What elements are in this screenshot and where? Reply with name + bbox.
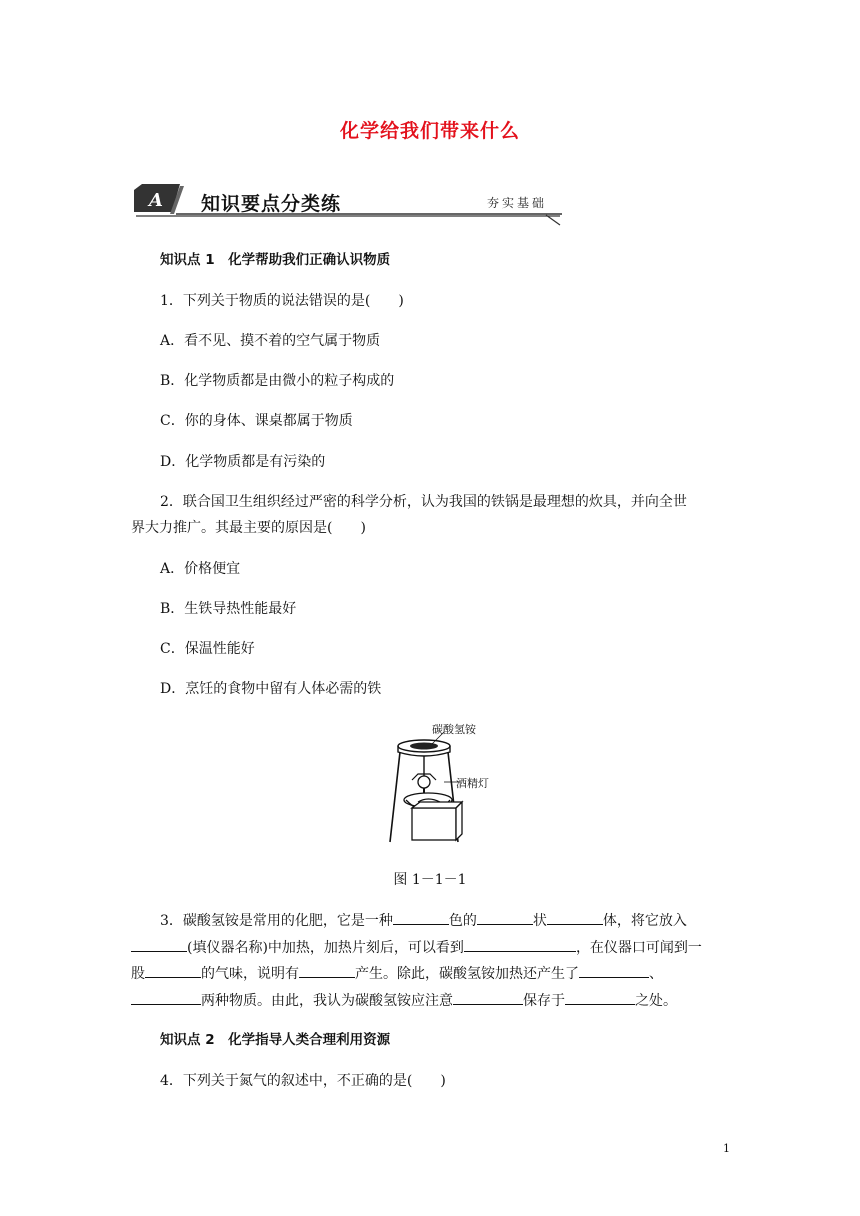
q2-option-c: C．保温性能好 [160, 641, 255, 657]
q1-option-c: C．你的身体、课桌都属于物质 [160, 413, 353, 429]
answer-blank[interactable] [464, 937, 576, 952]
q2-option-a: A．价格便宜 [160, 561, 241, 577]
q2-option-d: D．烹饪的食物中留有人体必需的铁 [160, 681, 382, 697]
q1-stem: 1．下列关于物质的说法错误的是( ) [160, 293, 404, 309]
q3-line4: 两种物质。由此，我认为碳酸氢铵应注意 保存于 之处。 [131, 990, 677, 1011]
answer-blank[interactable] [393, 910, 449, 925]
q1-option-d: D．化学物质都是有污染的 [160, 454, 326, 470]
answer-blank[interactable] [579, 963, 649, 978]
q2-stem-line1: 2．联合国卫生组织经过严密的科学分析，认为我国的铁锅是最理想的炊具，并向全世 [160, 494, 687, 510]
banner-subheading: 夯实基础 [487, 196, 548, 210]
answer-blank[interactable] [131, 937, 187, 952]
answer-blank[interactable] [453, 990, 523, 1005]
banner-badge-letter: A [149, 190, 163, 211]
figure-caption: 图 1－1－1 [393, 872, 467, 888]
answer-blank[interactable] [547, 910, 603, 925]
q3-line2: (填仪器名称)中加热，加热片刻后，可以看到 ，在仪器口可闻到一 [131, 937, 702, 958]
section-heading-2: 知识点 2 化学指导人类合理利用资源 [160, 1032, 391, 1048]
q3-line3: 股 的气味，说明有 产生。除此，碳酸氢铵加热还产生了 、 [131, 963, 663, 984]
q1-option-a: A．看不见、摸不着的空气属于物质 [160, 333, 381, 349]
answer-blank[interactable] [299, 963, 355, 978]
q2-option-b: B．生铁导热性能最好 [160, 601, 297, 617]
answer-blank[interactable] [477, 910, 533, 925]
page-title: 化学给我们带来什么 [339, 120, 520, 142]
answer-blank[interactable] [565, 990, 635, 1005]
q1-option-b: B．化学物质都是由微小的粒子构成的 [160, 373, 395, 389]
banner-heading: 知识要点分类练 [201, 193, 342, 215]
figure-label-alcohol-lamp: 酒精灯 [456, 777, 489, 790]
answer-blank[interactable] [131, 990, 201, 1005]
q4-stem: 4．下列关于氮气的叙述中，不正确的是( ) [160, 1073, 446, 1089]
q3-line1: 3．碳酸氢铵是常用的化肥，它是一种 色的 状 体，将它放入 [160, 910, 687, 931]
section-heading-1: 知识点 1 化学帮助我们正确认识物质 [160, 252, 391, 268]
q2-stem-line2: 界大力推广。其最主要的原因是( ) [131, 520, 366, 536]
heating-apparatus-figure [388, 720, 508, 844]
figure-label-ammonium-bicarbonate: 碳酸氢铵 [432, 723, 476, 736]
answer-blank[interactable] [145, 963, 201, 978]
page-number: 1 [723, 1142, 730, 1155]
